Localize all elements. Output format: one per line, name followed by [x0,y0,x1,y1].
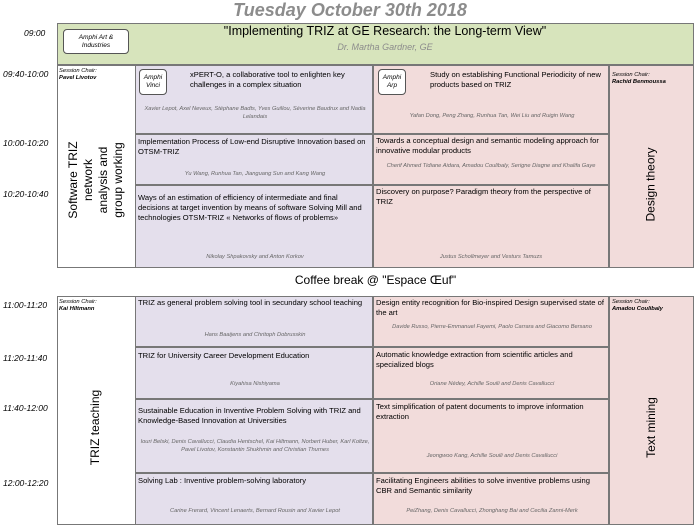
keynote-room-badge: Amphi Art & Industries [63,29,129,54]
session-chair: Session Chair: Rachid Benmoussa [612,72,666,86]
talk-title: Automatic knowledge extraction from scientific articles and specialized blogs [376,350,573,370]
time-slot: 10:00-10:20 [3,138,49,148]
room-badge: Amphi Arp [378,69,406,95]
talk-title: Facilitating Engineers abilities to solve inventive problems using CBR and Semantic similarity [376,476,591,496]
talk-title: TRIZ as general problem solving tool in secundary school teaching [138,298,363,307]
session-label-design-theory: Design theory [643,146,658,222]
talk-title: Study on establishing Functional Periodicity of new products based on TRIZ [430,70,601,90]
talk-authors: Yafan Dong, Peng Zhang, Runhua Tan, Wei Liu and Ruigin Wang [409,113,575,119]
talk-authors: Yu Wang, Runhua Tan, Jianguang Sun and Kang Wang [184,171,326,177]
time-slot: 11:00-11:20 [3,300,48,310]
talk-title: Implementation Process of Low-end Disruptive Innovation based on OTSM-TRIZ [138,137,366,157]
session-chair: Session Chair: Kai Hiltmann [59,299,97,313]
session-label-text-mining: Text mining [643,397,658,458]
time-slot: 11:20-11:40 [3,353,48,363]
time-slot: 11:40-12:00 [3,403,48,413]
talk-title: Text simplification of patent documents to improve information extraction [376,402,584,422]
keynote-time: 09:00 [24,28,46,38]
talk-authors: Iouri Belski, Denis Cavallucci, Claudia Hentschel, Kai Hiltmann, Norbert Huber, Karl Koltze, Pavel Livotov, Konstantin Shukhmin and Christian Thurnes [140,439,370,453]
page-title: Tuesday October 30th 2018 [233,0,467,20]
talk-authors: Oriane Nédey, Achille Souili and Denis Cavallucci [429,381,555,387]
keynote-speaker: Dr. Martha Gardner, GE [337,42,433,52]
coffee-break: Coffee break @ "Espace Œuf" [294,273,457,287]
room-badge: Amphi Vinci [139,69,167,95]
talk-title: TRIZ for University Career Development Education [138,351,310,360]
session-label-software-triz: Software TRIZ network analysis and group working [66,141,125,219]
talk-authors: Hans Baaijens and Chritoph Dobrusskin [204,332,306,338]
keynote-title: "Implementing TRIZ at GE Research: the Long-term View" [223,24,547,38]
talk-title: Solving Lab : Inventive problem-solving laboratory [138,476,306,485]
talk-authors: Nikolay Shpakovsky and Anton Korkov [206,254,304,260]
talk-authors: Cherif Ahmed Tidiane Aidara, Amadou Coulibaly, Serigne Diagne and Khalifa Gaye [386,163,596,169]
time-slot: 12:00-12:20 [3,478,49,488]
time-slot: 09:40-10:00 [3,69,49,79]
session-chair: Session Chair: Pavel Livotov [59,68,97,82]
talk-title: Sustainable Education in Inventive Problem Solving with TRIZ and Knowledge-Based Innovation at Universities [138,406,361,426]
talk-authors: Jeongwoo Kang, Achille Souili and Denis Cavallucci [426,453,558,459]
time-slot: 10:20-10:40 [3,189,49,199]
talk-title: Discovery on purpose? Paradigm theory from the perspective of TRIZ [376,187,591,207]
talk-title: Ways of an estimation of efficiency of intermediate and final decisions at target invention by means of software Solving Mill and technologies OTSM-TRIZ « Networks of flows of problems» [138,193,362,223]
session-label-triz-teaching: TRIZ teaching [88,389,103,466]
talk-authors: Xavier Lepot, Axel Neveux, Stéphane Badts, Yves Guillou, Séverine Baudrux and Nadia Lelandais [144,106,366,120]
talk-title: xPERT-O, a collaborative tool to enlighten key challenges in a complex situation [190,70,345,90]
talk-title: Design entity recognition for Bio-inspired Design supervised state of the art [376,298,604,318]
talk-title: Towards a conceptual design and semantic modeling approach for innovative modular products [376,136,599,156]
talk-authors: Davide Russo, Pierre-Emmanuel Fayemi, Paolo Carrara and Giacomo Bersano [392,324,592,330]
talk-authors: Kiyahisa Nishiyama [230,381,280,387]
talk-authors: PeiZhang, Denis Cavallucci, Zhonghang Bai and Cecilia Zanni-Merk [406,508,578,514]
session-chair: Session Chair: Amadou Coulibaly [612,299,663,313]
talk-authors: Justus Schollmeyer and Vesturs Tamuzs [439,254,543,260]
talk-authors: Carine Frerard, Vincent Lenaerts, Bernard Rousin and Xavier Lepot [170,508,340,514]
